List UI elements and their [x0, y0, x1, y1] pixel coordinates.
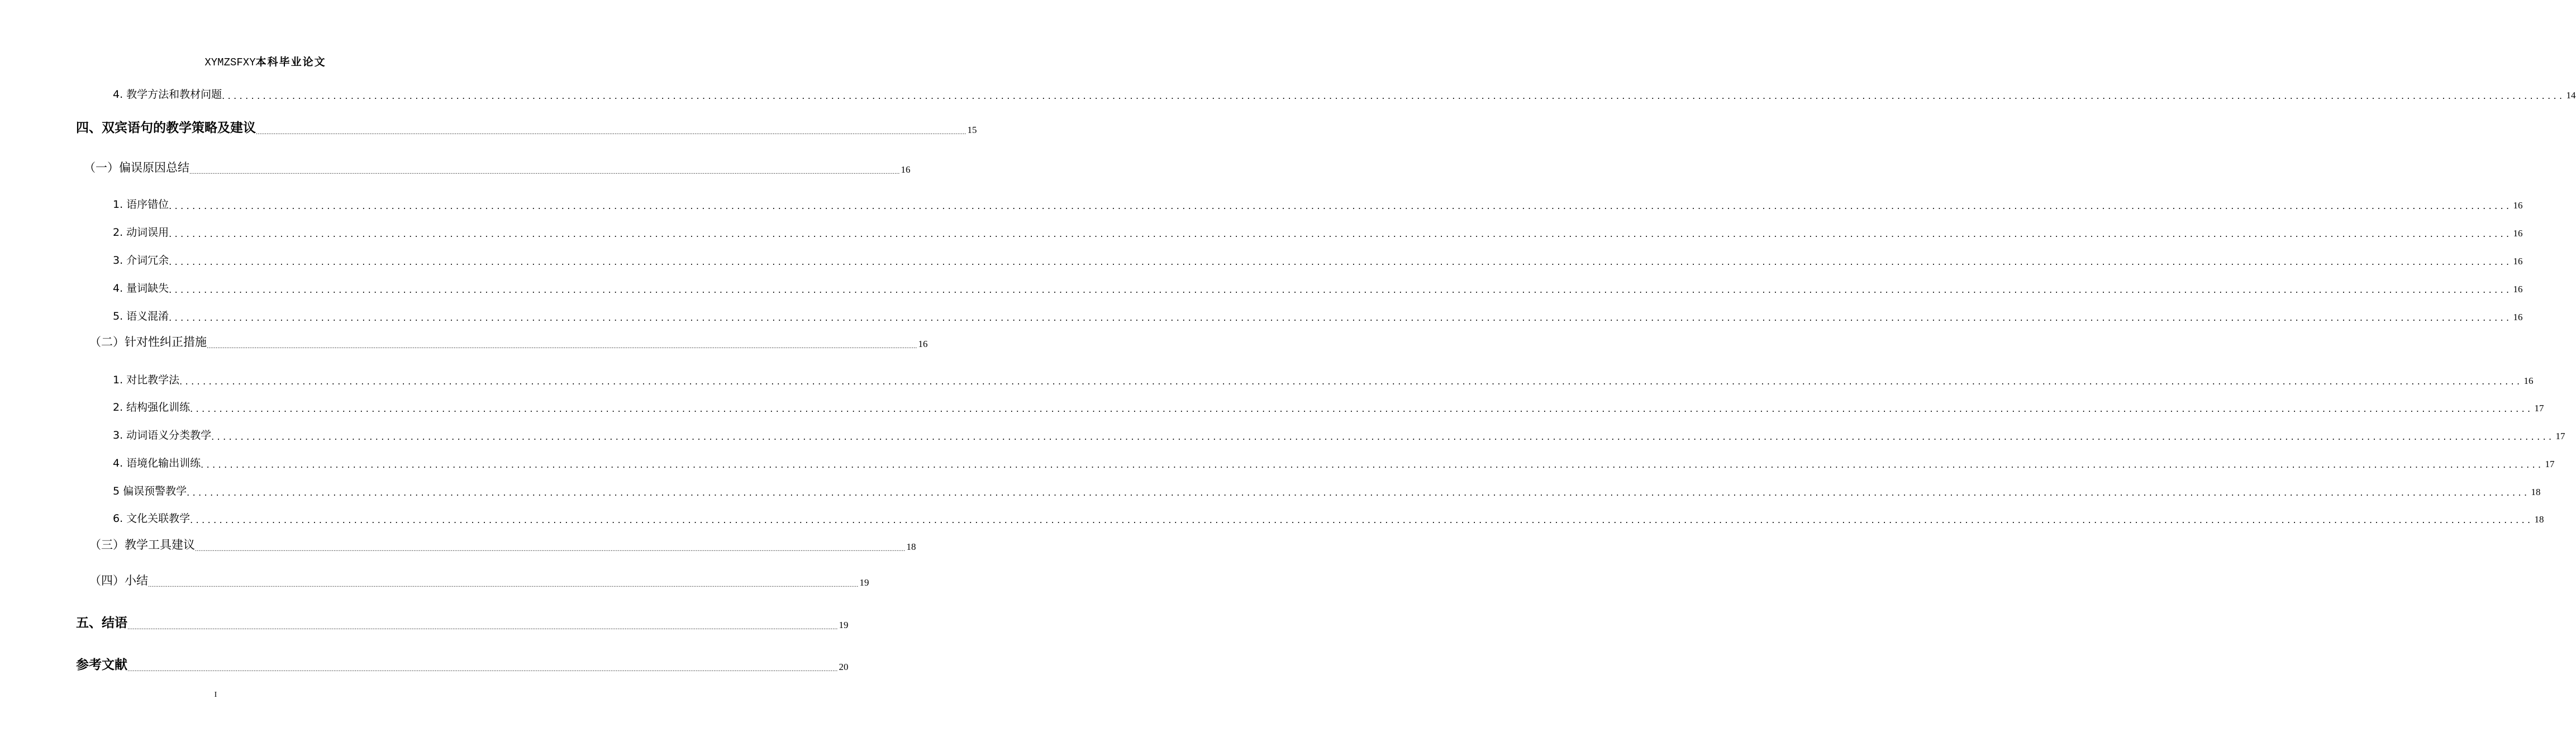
toc-entry-page: 16: [2513, 200, 2523, 211]
toc-entry[interactable]: [113, 85, 2576, 101]
toc-entry-label: 4. 语境化输出训练: [113, 457, 201, 469]
dot-leader: ................................................................................................................................................................................................................................................................................................................................................................................................................: [189, 169, 900, 175]
toc-entry-label: 五、结语: [76, 616, 127, 630]
toc-entry-page: 20: [839, 662, 849, 672]
toc-entry-label: 2. 动词误用: [113, 226, 169, 239]
toc-entry-label: 6. 文化关联教学: [113, 512, 191, 525]
toc-entry[interactable]: [84, 160, 911, 175]
toc-entry[interactable]: [113, 196, 2523, 211]
dot-leader: ................................................................................................................................................................................................................................................................................................................................................................................................................: [187, 487, 2530, 498]
toc-entry[interactable]: [113, 224, 2523, 239]
dot-leader: ................................................................................................................................................................................................................................................................................................................................................................................................................: [201, 459, 2544, 470]
header-title: 本科毕业论文: [255, 56, 326, 68]
toc-entry-page: 14: [2566, 90, 2576, 101]
toc-entry-label: 参考文献: [76, 658, 127, 672]
toc-entry[interactable]: [76, 613, 849, 631]
toc-entry-page: 17: [2534, 403, 2544, 413]
dot-leader: ................................................................................................................................................................................................................................................................................................................................................................................................................: [169, 256, 2512, 267]
toc-entry-page: 16: [2513, 256, 2523, 267]
toc-entry-page: 16: [901, 164, 911, 175]
dot-leader: ................................................................................................................................................................................................................................................................................................................................................................................................................: [222, 91, 2565, 101]
dot-leader: ................................................................................................................................................................................................................................................................................................................................................................................................................: [127, 667, 838, 673]
dot-leader: ................................................................................................................................................................................................................................................................................................................................................................................................................: [169, 312, 2512, 323]
toc-entry-page: 15: [967, 125, 977, 135]
header-latin: XYMZSFXY: [204, 56, 256, 69]
dot-leader: ................................................................................................................................................................................................................................................................................................................................................................................................................: [179, 376, 2523, 387]
toc-entry[interactable]: [76, 118, 977, 136]
toc-entry-label: 四、双宾语句的教学策略及建议: [76, 121, 256, 135]
toc-entry[interactable]: [113, 279, 2523, 295]
dot-leader: ................................................................................................................................................................................................................................................................................................................................................................................................................: [127, 625, 838, 631]
toc-entry[interactable]: [113, 371, 2534, 387]
toc-entry[interactable]: [89, 573, 869, 588]
dot-leader: ................................................................................................................................................................................................................................................................................................................................................................................................................: [169, 284, 2512, 295]
toc-entry[interactable]: [76, 655, 849, 673]
dot-leader: ................................................................................................................................................................................................................................................................................................................................................................................................................: [148, 582, 859, 588]
toc-entry-page: 16: [918, 339, 928, 349]
toc-entry-label: 2. 结构强化训练: [113, 401, 191, 413]
toc-entry[interactable]: [113, 454, 2555, 470]
toc-entry-label: （四）小结: [89, 574, 148, 587]
toc-entry[interactable]: [89, 537, 916, 553]
running-header: [0, 54, 531, 69]
toc-entry-label: 5. 语义混淆: [113, 310, 169, 322]
dot-leader: ................................................................................................................................................................................................................................................................................................................................................................................................................: [190, 515, 2534, 525]
toc-entry-label: （三）教学工具建议: [89, 538, 195, 552]
toc-entry-label: 3. 动词语义分类教学: [113, 429, 212, 441]
toc-entry[interactable]: [113, 398, 2544, 414]
toc-entry-page: 16: [2513, 312, 2523, 322]
toc-entry-page: 18: [2531, 487, 2541, 497]
toc-entry[interactable]: [113, 482, 2541, 498]
toc-entry[interactable]: [89, 334, 928, 350]
toc-entry-page: 17: [2555, 431, 2565, 441]
toc-entry-label: （一）偏误原因总结: [84, 161, 189, 174]
toc-entry[interactable]: [113, 307, 2523, 323]
page-number: I: [214, 691, 217, 699]
dot-leader: ................................................................................................................................................................................................................................................................................................................................................................................................................: [256, 130, 966, 136]
toc-entry-label: 5 偏误预警教学: [113, 485, 187, 497]
toc-entry-label: 1. 对比教学法: [113, 374, 180, 386]
dot-leader: ................................................................................................................................................................................................................................................................................................................................................................................................................: [169, 201, 2512, 211]
toc-entry-label: 4. 教学方法和教材问题: [113, 88, 222, 101]
toc-entry-label: 4. 量词缺失: [113, 282, 169, 294]
toc-entry-page: 18: [2534, 514, 2544, 525]
toc-entry-page: 17: [2545, 459, 2555, 469]
toc-entry-page: 19: [839, 620, 849, 630]
toc-entry-page: 18: [906, 541, 916, 552]
dot-leader: ................................................................................................................................................................................................................................................................................................................................................................................................................: [190, 403, 2534, 414]
dot-leader: ................................................................................................................................................................................................................................................................................................................................................................................................................: [207, 344, 917, 350]
toc-entry-page: 16: [2523, 376, 2534, 386]
toc-entry-page: 16: [2513, 284, 2523, 294]
dot-leader: ................................................................................................................................................................................................................................................................................................................................................................................................................: [195, 546, 906, 553]
toc-entry[interactable]: [113, 510, 2544, 525]
toc-entry-label: 3. 介词冗余: [113, 254, 169, 267]
toc-entry-label: 1. 语序错位: [113, 198, 169, 211]
dot-leader: ................................................................................................................................................................................................................................................................................................................................................................................................................: [169, 229, 2512, 239]
toc-entry-page: 16: [2513, 228, 2523, 239]
toc-entry-page: 19: [859, 577, 869, 588]
toc-entry-label: （二）针对性纠正措施: [89, 335, 207, 349]
toc-entry[interactable]: [113, 426, 2565, 442]
dot-leader: ................................................................................................................................................................................................................................................................................................................................................................................................................: [211, 431, 2555, 442]
toc-entry[interactable]: [113, 251, 2523, 267]
